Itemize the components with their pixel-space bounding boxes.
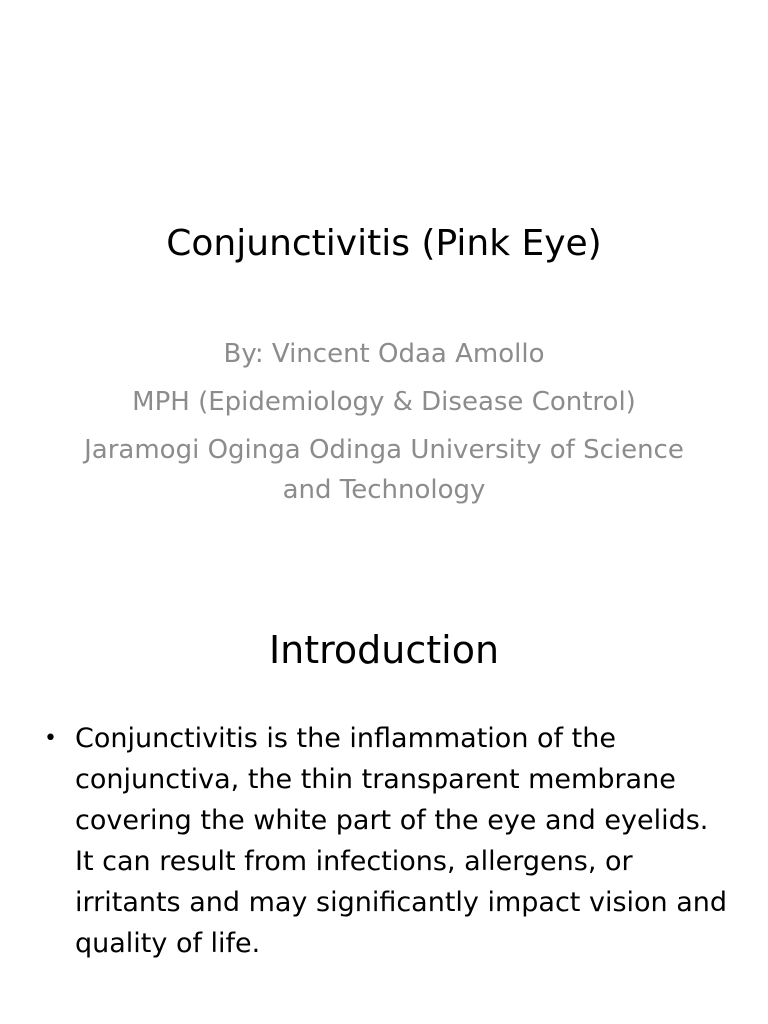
subtitle-block bbox=[84, 334, 684, 518]
bullet-list bbox=[40, 718, 730, 964]
introduction-slide bbox=[0, 576, 768, 1024]
institution-line: Jaramogi Oginga Odinga University of Science and Technology bbox=[84, 435, 684, 505]
presentation-title: Conjunctivitis (Pink Eye) bbox=[166, 223, 602, 264]
bullet-icon: • bbox=[44, 726, 57, 751]
credentials-line: MPH (Epidemiology & Disease Control) bbox=[132, 387, 636, 417]
bullet-text: Conjunctivitis is the inflammation of the conjunctiva, the thin transparent membrane covering the white part of the eye and eyelids. It can result from infections, allergens, or irritants and may significantly impact vision and quality of life. bbox=[75, 723, 728, 959]
list-item bbox=[40, 718, 730, 964]
section-heading: Introduction bbox=[268, 628, 500, 672]
author-line: By: Vincent Odaa Amollo bbox=[223, 339, 545, 369]
